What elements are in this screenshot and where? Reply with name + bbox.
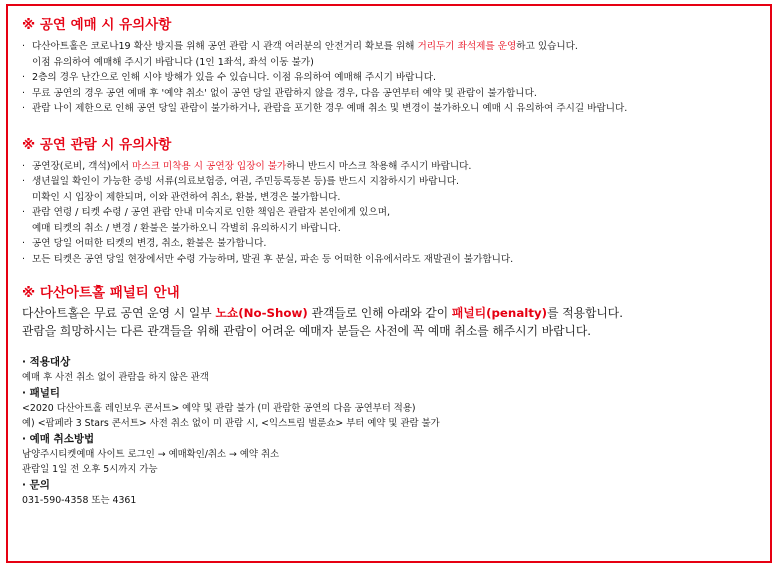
viewing-notice-item-3: · 관람 연령 / 티켓 수령 / 공연 관람 안내 미숙지로 인한 책임은 관람자 본인에게 있으며,: [22, 207, 391, 218]
target-heading: · 적용대상: [22, 356, 71, 368]
mask-required-highlight: 마스크 미착용 시 공연장 입장이 불가: [132, 160, 287, 172]
booking-notice-section: [22, 16, 756, 116]
notice-frame: [6, 4, 772, 563]
bullet-dot: ·: [22, 207, 26, 218]
booking-notice-item-1-cont: 이점 유의하여 예매해 주시기 바랍니다 (1인 1좌석, 좌석 이동 불가): [32, 56, 314, 68]
bullet-dot: ·: [22, 87, 26, 99]
spacer: [22, 340, 756, 354]
bullet-dot: ·: [22, 160, 26, 172]
booking-notice-item-4: · 관람 나이 제한으로 인해 공연 당일 관람이 불가하거나, 관람을 포기한 경우 예매 취소 및 변경이 불가하오니 예매 시 유의하여 주시길 바랍니다.: [22, 103, 628, 114]
inquiry-phone: 031-590-4358 또는 4361: [22, 495, 137, 506]
penalty-text-1: <2020 다산아트홀 레인보우 콘서트> 예약 및 관람 불가 (미 관람한 공연의 다음 공연부터 적용): [22, 403, 416, 414]
cancel-method-text-2: 관람일 1일 전 오후 5시까지 가능: [22, 464, 158, 475]
cancel-method-heading: · 예매 취소방법: [22, 433, 95, 445]
noshow-highlight: 노쇼(No-Show): [215, 306, 308, 320]
inquiry-heading: · 문의: [22, 479, 50, 491]
booking-notice-item-2: · 2층의 경우 난간으로 인해 시야 방해가 있을 수 있습니다. 이점 유의하여 예매해 주시기 바랍니다.: [22, 72, 437, 83]
penalty-highlight: 패널티(penalty): [451, 306, 548, 320]
penalty-intro-line-2: 관람을 희망하시는 다른 관객들을 위해 관람이 어려운 예매자 분들은 사전에 꼭 예매 취소를 해주시기 바랍니다.: [22, 324, 592, 338]
viewing-notice-item-2: · 생년월일 확인이 가능한 증빙 서류(의료보험증, 여권, 주민등록등본 등)를 반드시 지참하시기 바랍니다.: [22, 176, 460, 187]
bullet-dot: ·: [22, 253, 26, 265]
viewing-notice-item-5: · 모든 티켓은 공연 당일 현장에서만 수령 가능하며, 발권 후 분실, 파손 등 어떠한 이유에서라도 재발권이 불가합니다.: [22, 253, 514, 265]
bullet-dot: ·: [22, 41, 26, 52]
penalty-text-2: 예) <팝페라 3 Stars 콘서트> 사전 취소 없이 미 관람 시, <익스트림 벌룬쇼> 부터 예약 및 관람 불가: [22, 418, 440, 429]
viewing-notice-section: [22, 136, 756, 267]
bullet-dot: ·: [22, 103, 26, 114]
penalty-heading: · 패널티: [22, 387, 61, 399]
penalty-intro-line-1: 다산아트홀은 무료 공연 운영 시 일부 노쇼(No-Show) 관객들로 인해 아래와 같이 패널티(penalty)를 적용합니다.: [22, 306, 623, 320]
bullet-dot: ·: [22, 176, 26, 187]
target-text: 예매 후 사전 취소 없이 관람을 하지 않은 관객: [22, 372, 209, 383]
viewing-notice-item-2-cont: 미확인 시 입장이 제한되며, 이와 관련하여 취소, 환불, 변경은 불가합니다.: [32, 191, 341, 203]
bullet-dot: ·: [22, 72, 26, 83]
viewing-notice-item-1: · 공연장(로비, 객석)에서 마스크 미착용 시 공연장 입장이 불가하니 반드시 마스크 착용해 주시기 바랍니다.: [22, 160, 472, 172]
booking-notice-item-3: · 무료 공연의 경우 공연 예매 후 '예약 취소' 없이 공연 당일 관람하지 않을 경우, 다음 공연부터 예약 및 관람이 불가합니다.: [22, 87, 537, 99]
booking-notice-item-1: · 다산아트홀은 코로나19 확산 방지를 위해 공연 관람 시 관객 여러분의 안전거리 확보를 위해 거리두기 좌석제를 운영하고 있습니다.: [22, 41, 578, 52]
viewing-notice-item-4: · 공연 당일 어떠한 티켓의 변경, 취소, 환불은 불가합니다.: [22, 238, 267, 249]
penalty-section: [22, 284, 756, 508]
viewing-notice-title: ※ 공연 관람 시 유의사항: [22, 136, 172, 153]
cancel-method-text-1: 남양주시티켓예매 사이트 로그인 → 예매확인/취소 → 예약 취소: [22, 449, 280, 460]
distance-seating-highlight: 거리두기 좌석제를 운영: [417, 41, 517, 52]
penalty-title: ※ 다산아트홀 패널티 안내: [22, 285, 180, 301]
bullet-dot: ·: [22, 238, 26, 249]
booking-notice-title: ※ 공연 예매 시 유의사항: [22, 17, 172, 33]
viewing-notice-item-3-cont: 예매 티켓의 취소 / 변경 / 환불은 불가하오니 각별히 유의하시기 바랍니다.: [32, 222, 341, 234]
